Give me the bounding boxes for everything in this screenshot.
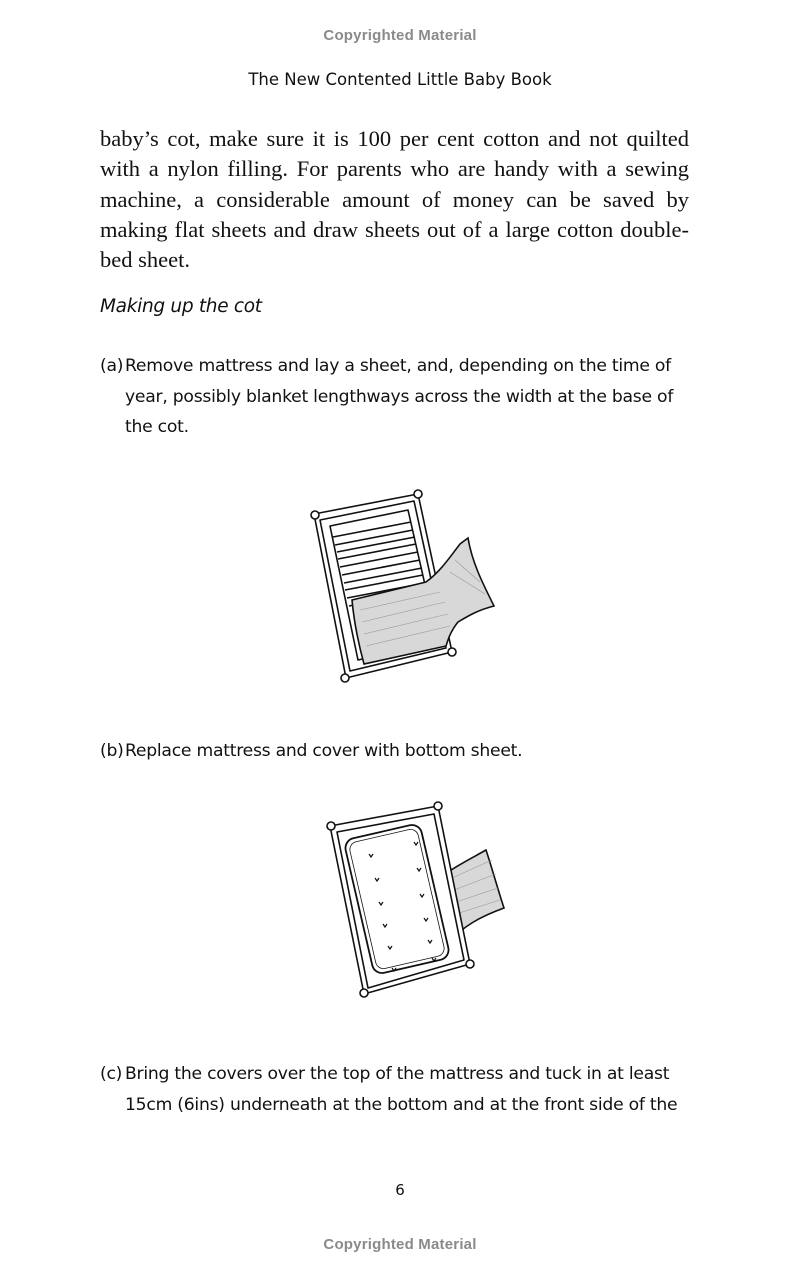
page-number: 6 xyxy=(395,1181,405,1199)
step-marker: (b) xyxy=(100,741,124,761)
running-head: The New Contented Little Baby Book xyxy=(248,70,552,89)
step-text-first-line: Replace mattress and cover with bottom sheet. xyxy=(125,741,523,761)
step-text-first-line: Remove mattress and lay a sheet, and, depending on the time of xyxy=(125,356,671,376)
step-b xyxy=(100,736,700,767)
body-paragraph: baby’s cot, make sure it is 100 per cent cotton and not quilted with a nylon filling. For parents who are handy with a sewing machine, a considerable amount of money can be saved by making flat sheets and draw sheets out of a large cotton double-bed sheet. xyxy=(100,126,689,273)
cot-with-mattress-and-sheet-illustration xyxy=(322,798,508,1000)
section-heading: Making up the cot xyxy=(100,296,262,317)
step-marker: (a) xyxy=(100,356,124,376)
copyright-watermark-top: Copyrighted Material xyxy=(323,27,477,44)
cot-without-mattress-with-sheet-illustration xyxy=(300,482,500,688)
step-marker: (c) xyxy=(100,1064,123,1084)
step-a xyxy=(100,351,700,443)
copyright-watermark-bottom: Copyrighted Material xyxy=(323,1236,477,1253)
step-c xyxy=(100,1059,700,1120)
step-text-continuation: 15cm (6ins) underneath at the bottom and at the front side of the xyxy=(125,1094,678,1115)
step-text-continuation: year, possibly blanket lengthways across the width at the base of the cot. xyxy=(125,386,674,437)
step-text-first-line: Bring the covers over the top of the mattress and tuck in at least xyxy=(125,1064,670,1084)
